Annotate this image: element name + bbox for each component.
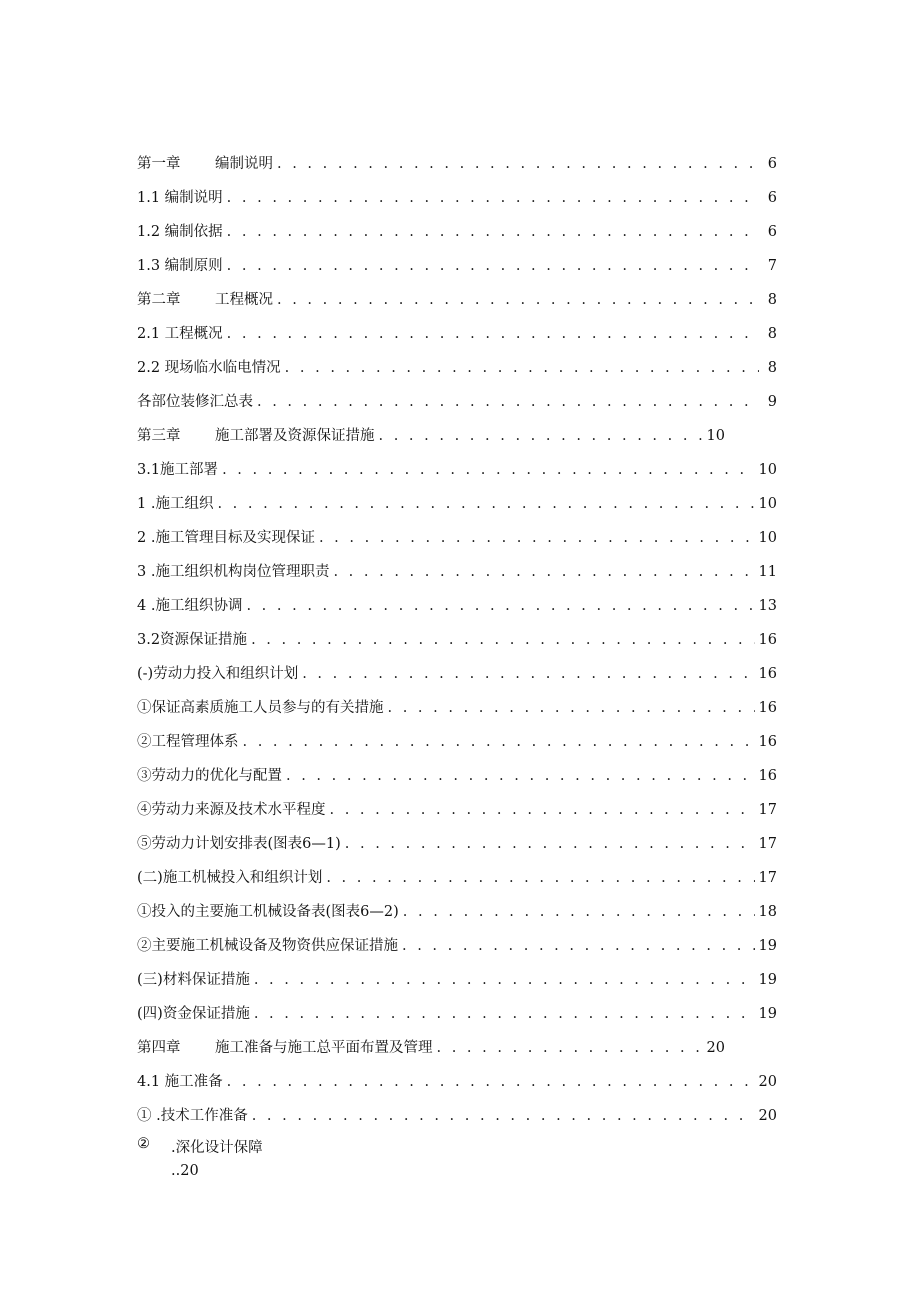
toc-chapter-label: 第二章	[137, 292, 181, 308]
toc-entry[interactable]	[137, 594, 777, 628]
toc-page-number: 10	[758, 530, 777, 546]
toc-page-number: 16	[758, 666, 777, 682]
toc-entry-title: ②主要施工机械设备及物资供应保证措施	[137, 938, 398, 954]
toc-entry-title: (三)材料保证措施	[137, 972, 250, 988]
toc-page-number: 17	[758, 802, 777, 818]
toc-entry-title: 1.3 编制原则	[137, 258, 223, 274]
toc-page-number: 6	[767, 190, 777, 206]
toc-entry-title: (二)施工机械投入和组织计划	[137, 870, 323, 886]
toc-entry-title: .深化设计保障	[171, 1140, 263, 1156]
dot-leader	[243, 734, 755, 750]
toc-page-number: 11	[758, 564, 777, 580]
toc-entry[interactable]	[137, 798, 777, 832]
toc-entry-title: 3.2资源保证措施	[137, 632, 248, 648]
toc-entry[interactable]	[137, 764, 777, 798]
dot-leader	[388, 700, 755, 716]
toc-page-number: 18	[758, 904, 777, 920]
dot-leader	[251, 632, 754, 648]
toc-entry[interactable]	[137, 628, 777, 662]
toc-entry[interactable]	[137, 968, 777, 1002]
dot-leader	[345, 836, 755, 852]
dot-leader	[252, 1108, 755, 1124]
toc-entry-title: ③劳动力的优化与配置	[137, 768, 282, 784]
toc-page-number: 9	[767, 394, 777, 410]
toc-entry-title: ①保证高素质施工人员参与的有关措施	[137, 700, 384, 716]
toc-page-number: 16	[758, 700, 777, 716]
toc-entry[interactable]	[137, 1036, 725, 1070]
toc-entry-last	[137, 1136, 263, 1179]
toc-page-number: 19	[758, 972, 777, 988]
toc-entry-title: 工程概况	[215, 292, 273, 308]
toc-page-number: 19	[758, 938, 777, 954]
toc-entry-page: ..20	[171, 1163, 199, 1179]
toc-page-number: 10	[758, 496, 777, 512]
toc-entry[interactable]	[137, 322, 777, 356]
toc-entry-title: ①投入的主要施工机械设备表(图表6—2)	[137, 904, 399, 920]
toc-entry-marker: ②	[137, 1136, 150, 1152]
dot-leader	[227, 326, 759, 342]
dot-leader	[286, 768, 755, 784]
toc-entry-title: ① .技术工作准备	[137, 1108, 248, 1124]
toc-page-number: 20	[706, 1040, 725, 1056]
toc-entry-title: 3.1施工部署	[137, 462, 219, 478]
toc-entry[interactable]	[137, 152, 777, 186]
toc-page-number: 6	[767, 156, 777, 172]
toc-entry-title: 3 .施工组织机构岗位管理职责	[137, 564, 330, 580]
toc-entry-title: ②工程管理体系	[137, 734, 239, 750]
toc-entry-title: (-)劳动力投入和组织计划	[137, 666, 299, 682]
toc-page-number: 13	[758, 598, 777, 614]
dot-leader	[227, 190, 759, 206]
dot-leader	[254, 1006, 755, 1022]
toc-entry[interactable]	[137, 696, 777, 730]
dot-leader	[333, 564, 754, 580]
toc-page-number: 7	[767, 258, 777, 274]
toc-entry[interactable]	[137, 1070, 777, 1104]
toc-page-number: 6	[767, 224, 777, 240]
dot-leader	[277, 292, 759, 308]
toc-chapter-label: 第一章	[137, 156, 181, 172]
toc-entry-title: 2.1 工程概况	[137, 326, 223, 342]
toc-entry-title: 4.1 施工准备	[137, 1074, 223, 1090]
toc-entry[interactable]	[137, 730, 777, 764]
toc-entry-title: ⑤劳动力计划安排表(图表6—1)	[137, 836, 341, 852]
toc-chapter-label: 第三章	[137, 428, 181, 444]
toc-entry[interactable]	[137, 662, 777, 696]
toc-page-number: 8	[767, 326, 777, 342]
toc-entry-title: ④劳动力来源及技术水平程度	[137, 802, 326, 818]
dot-leader	[330, 802, 755, 818]
toc-entry-title: 2 .施工管理目标及实现保证	[137, 530, 315, 546]
toc-page-number: 17	[758, 870, 777, 886]
dot-leader	[227, 224, 759, 240]
toc-entry-title: (四)资金保证措施	[137, 1006, 250, 1022]
toc-entry-title: 2.2 现场临水临电情况	[137, 360, 281, 376]
toc-entry[interactable]	[137, 356, 777, 390]
toc-entry-title: 1 .施工组织	[137, 496, 214, 512]
dot-leader	[319, 530, 755, 546]
dot-leader	[227, 258, 759, 274]
dot-leader	[326, 870, 754, 886]
dot-leader	[254, 972, 755, 988]
toc-chapter-label: 第四章	[137, 1040, 181, 1056]
toc-entry[interactable]	[137, 866, 777, 900]
dot-leader	[302, 666, 754, 682]
toc-entry[interactable]	[137, 288, 777, 322]
toc-entry[interactable]	[137, 186, 777, 220]
toc-entry[interactable]	[137, 458, 777, 492]
toc-page-number: 16	[758, 632, 777, 648]
toc-page-number: 8	[767, 360, 777, 376]
toc-entry-title: 各部位装修汇总表	[137, 394, 253, 410]
toc-entry-title: 施工部署及资源保证措施	[215, 428, 375, 444]
dot-leader	[379, 428, 703, 444]
toc-entry[interactable]	[137, 832, 777, 866]
toc-entry[interactable]	[137, 424, 725, 458]
toc-entry-title: 施工准备与施工总平面布置及管理	[215, 1040, 433, 1056]
toc-page-number: 10	[758, 462, 777, 478]
toc-entry[interactable]	[137, 1104, 777, 1138]
toc-entry-title: 编制说明	[215, 156, 273, 172]
dot-leader	[285, 360, 759, 376]
dot-leader	[403, 904, 755, 920]
toc-entry[interactable]	[137, 560, 777, 594]
dot-leader	[217, 496, 754, 512]
toc-entry[interactable]	[137, 526, 777, 560]
toc-entry[interactable]	[137, 254, 777, 288]
toc-page-number: 16	[758, 734, 777, 750]
dot-leader	[257, 394, 759, 410]
toc-page-number: 17	[758, 836, 777, 852]
dot-leader	[246, 598, 754, 614]
toc-page-number: 10	[706, 428, 725, 444]
toc-page-number: 20	[758, 1108, 777, 1124]
table-of-contents	[137, 152, 777, 1138]
toc-entry-title: 4 .施工组织协调	[137, 598, 243, 614]
toc-entry-title: 1.2 编制依据	[137, 224, 223, 240]
toc-entry-title: 1.1 编制说明	[137, 190, 223, 206]
toc-entry[interactable]	[137, 390, 777, 424]
toc-entry[interactable]	[137, 934, 777, 968]
dot-leader	[402, 938, 755, 954]
toc-entry[interactable]	[137, 220, 777, 254]
toc-page-number: 19	[758, 1006, 777, 1022]
toc-page-number: 20	[758, 1074, 777, 1090]
dot-leader	[227, 1074, 755, 1090]
dot-leader	[277, 156, 759, 172]
dot-leader	[222, 462, 754, 478]
toc-entry[interactable]	[137, 1002, 777, 1036]
toc-entry[interactable]	[137, 492, 777, 526]
toc-page-number: 16	[758, 768, 777, 784]
toc-entry[interactable]	[137, 900, 777, 934]
toc-page-number: 8	[767, 292, 777, 308]
dot-leader	[437, 1040, 703, 1056]
